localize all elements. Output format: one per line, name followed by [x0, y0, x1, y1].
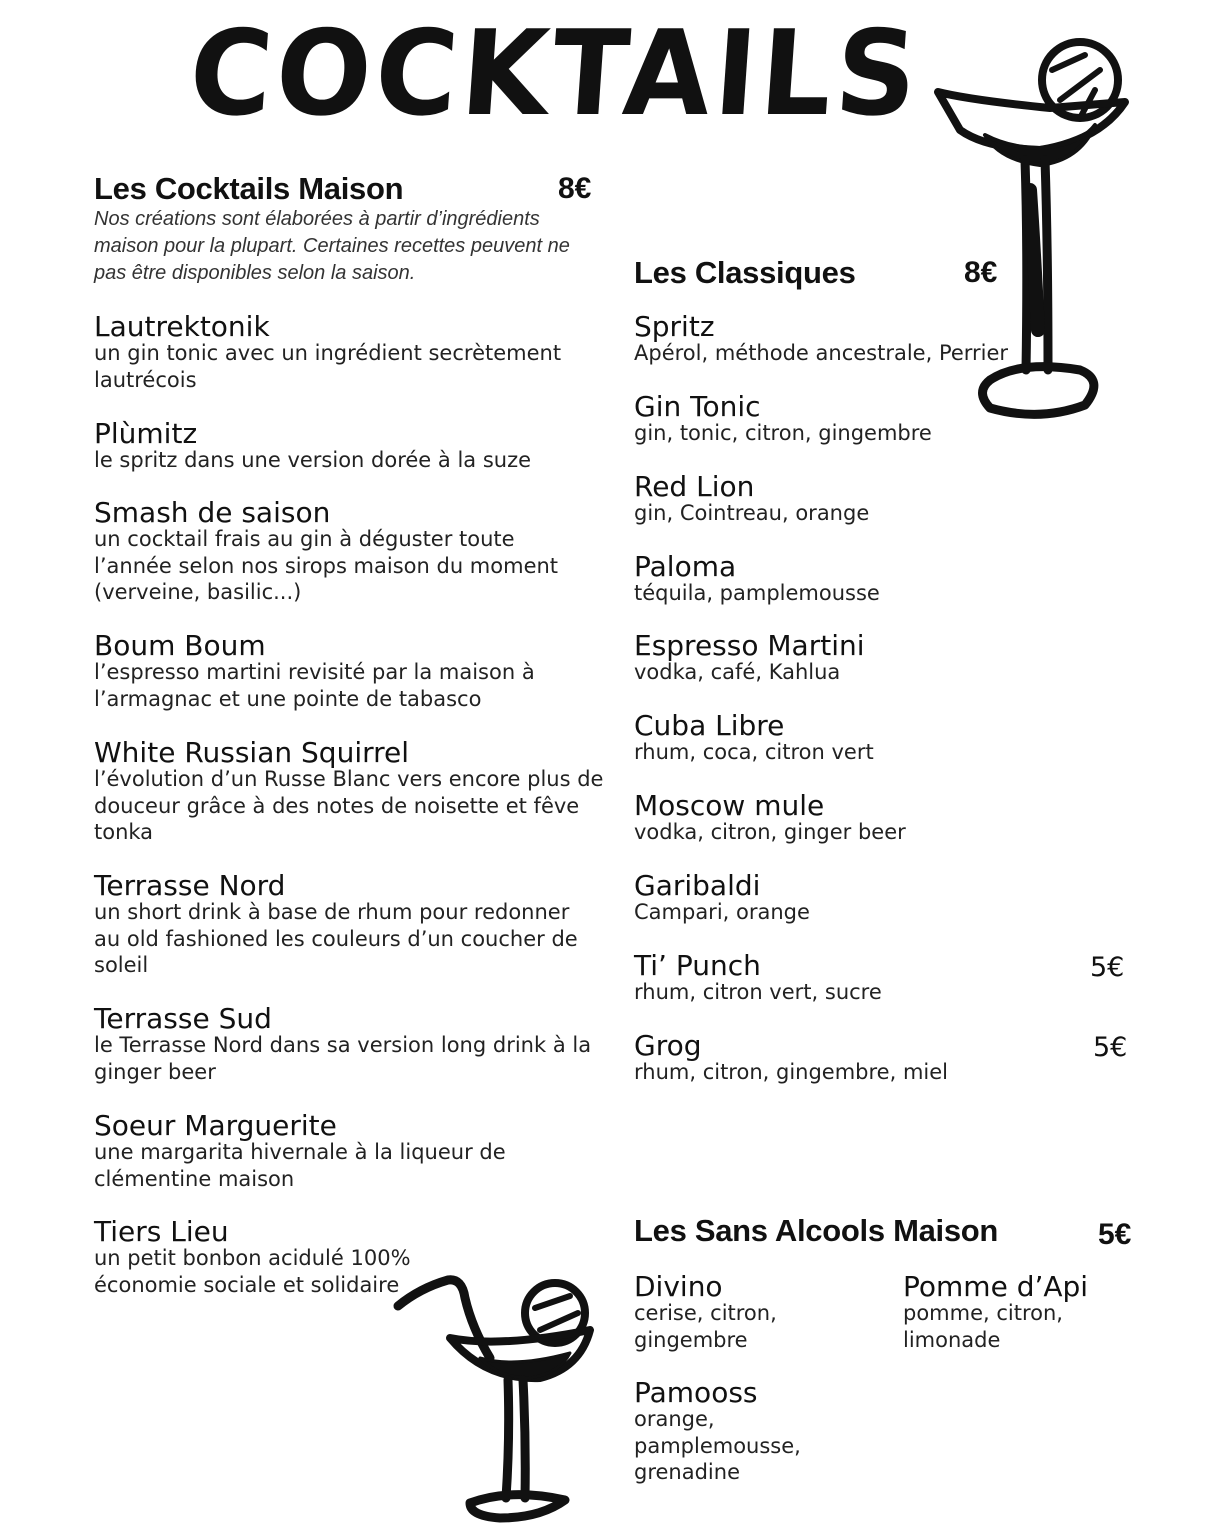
- item-name: Espresso Martini: [634, 629, 865, 662]
- item-name: Gin Tonic: [634, 390, 761, 423]
- item-desc: un short drink à base de rhum pour redonner au old fashioned les couleurs d’un coucher de soleil: [94, 900, 578, 977]
- item-desc: vodka, café, Kahlua: [634, 660, 841, 684]
- item-name: Pamooss: [634, 1376, 758, 1409]
- item-desc: un gin tonic avec un ingrédient secrètement lautrécois: [94, 341, 562, 392]
- item-name: Moscow mule: [634, 789, 825, 822]
- item-name: Ti’ Punch: [634, 949, 761, 982]
- list-item: [634, 950, 1054, 1006]
- item-desc: l’évolution d’un Russe Blanc vers encore plus de douceur grâce à des notes de noisette et fêve tonka: [94, 767, 604, 844]
- list-item: [94, 870, 599, 979]
- cocktail-glass-icon: [390, 1268, 610, 1528]
- list-item: [634, 471, 1054, 527]
- list-item: [634, 1030, 1054, 1086]
- section-maison-price: 8€: [558, 172, 592, 205]
- item-name: Terrasse Sud: [94, 1002, 272, 1035]
- item-desc: l’espresso martini revisité par la maison à l’armagnac et une pointe de tabasco: [94, 660, 535, 711]
- item-name: Boum Boum: [94, 629, 266, 662]
- item-name: Red Lion: [634, 470, 755, 503]
- list-item: [94, 1110, 534, 1192]
- list-item: [634, 1377, 834, 1486]
- page-title: COCKTAILS: [185, 5, 926, 143]
- list-item: [94, 311, 599, 393]
- item-name: White Russian Squirrel: [94, 736, 410, 769]
- item-desc: le spritz dans une version dorée à la suze: [94, 448, 532, 472]
- list-item: [903, 1271, 1103, 1353]
- section-sans-alcool-price: 5€: [1098, 1218, 1132, 1251]
- list-item: [94, 737, 604, 846]
- item-desc: rhum, citron vert, sucre: [634, 980, 882, 1004]
- list-item: [634, 870, 1054, 926]
- list-item: [94, 1003, 599, 1085]
- item-name: Smash de saison: [94, 496, 331, 529]
- section-maison-intro: Nos créations sont élaborées à partir d’ingrédients maison pour la plupart. Certaines recettes peuvent ne pas être disponibles selon la saison.: [94, 208, 570, 284]
- list-item: [634, 1271, 834, 1353]
- item-name: Paloma: [634, 550, 737, 583]
- item-name: Divino: [634, 1270, 723, 1303]
- item-name: Spritz: [634, 310, 715, 343]
- item-desc: un petit bonbon acidulé 100% économie sociale et solidaire: [94, 1246, 411, 1297]
- item-desc: le Terrasse Nord dans sa version long drink à la ginger beer: [94, 1033, 592, 1084]
- item-desc: vodka, citron, ginger beer: [634, 820, 906, 844]
- section-classiques-price: 8€: [964, 256, 998, 289]
- item-desc: gin, tonic, citron, gingembre: [634, 421, 932, 445]
- item-desc: pomme, citron, limonade: [903, 1301, 1063, 1352]
- list-item: [634, 551, 1054, 607]
- list-item: [94, 497, 599, 606]
- item-name: Cuba Libre: [634, 709, 785, 742]
- list-item: [634, 630, 1054, 686]
- item-name: Garibaldi: [634, 869, 761, 902]
- section-sans-alcool-heading: Les Sans Alcools Maison: [634, 1213, 999, 1248]
- item-desc: rhum, citron, gingembre, miel: [634, 1060, 948, 1084]
- item-name: Pomme d’Api: [903, 1270, 1089, 1303]
- item-name: Terrasse Nord: [94, 869, 286, 902]
- cocktail-glass-icon: [930, 30, 1140, 430]
- item-desc: Campari, orange: [634, 900, 810, 924]
- item-desc: rhum, coca, citron vert: [634, 740, 874, 764]
- list-item: [94, 418, 599, 474]
- list-item: [94, 630, 599, 712]
- item-desc: Apérol, méthode ancestrale, Perrier: [634, 341, 1009, 365]
- item-desc: téquila, pamplemousse: [634, 581, 880, 605]
- section-classiques-heading: Les Classiques: [634, 255, 856, 290]
- item-desc: gin, Cointreau, orange: [634, 501, 870, 525]
- item-name: Plùmitz: [94, 417, 198, 450]
- item-desc: cerise, citron, gingembre: [634, 1301, 777, 1352]
- item-name: Lautrektonik: [94, 310, 270, 343]
- item-price: 5€: [1093, 1032, 1128, 1063]
- section-maison-heading: Les Cocktails Maison: [94, 171, 404, 206]
- list-item: [634, 311, 1054, 367]
- item-name: Grog: [634, 1029, 702, 1062]
- item-desc: orange, pamplemousse, grenadine: [634, 1407, 801, 1484]
- list-item: [634, 391, 1054, 447]
- item-desc: une margarita hivernale à la liqueur de clémentine maison: [94, 1140, 506, 1191]
- item-name: Soeur Marguerite: [94, 1109, 337, 1142]
- item-name: Tiers Lieu: [94, 1215, 229, 1248]
- list-item: [634, 710, 1054, 766]
- list-item: [94, 1216, 414, 1298]
- list-item: [634, 790, 1054, 846]
- item-price: 5€: [1090, 952, 1125, 983]
- item-desc: un cocktail frais au gin à déguster toute l’année selon nos sirops maison du moment (verveine, basilic...): [94, 527, 559, 604]
